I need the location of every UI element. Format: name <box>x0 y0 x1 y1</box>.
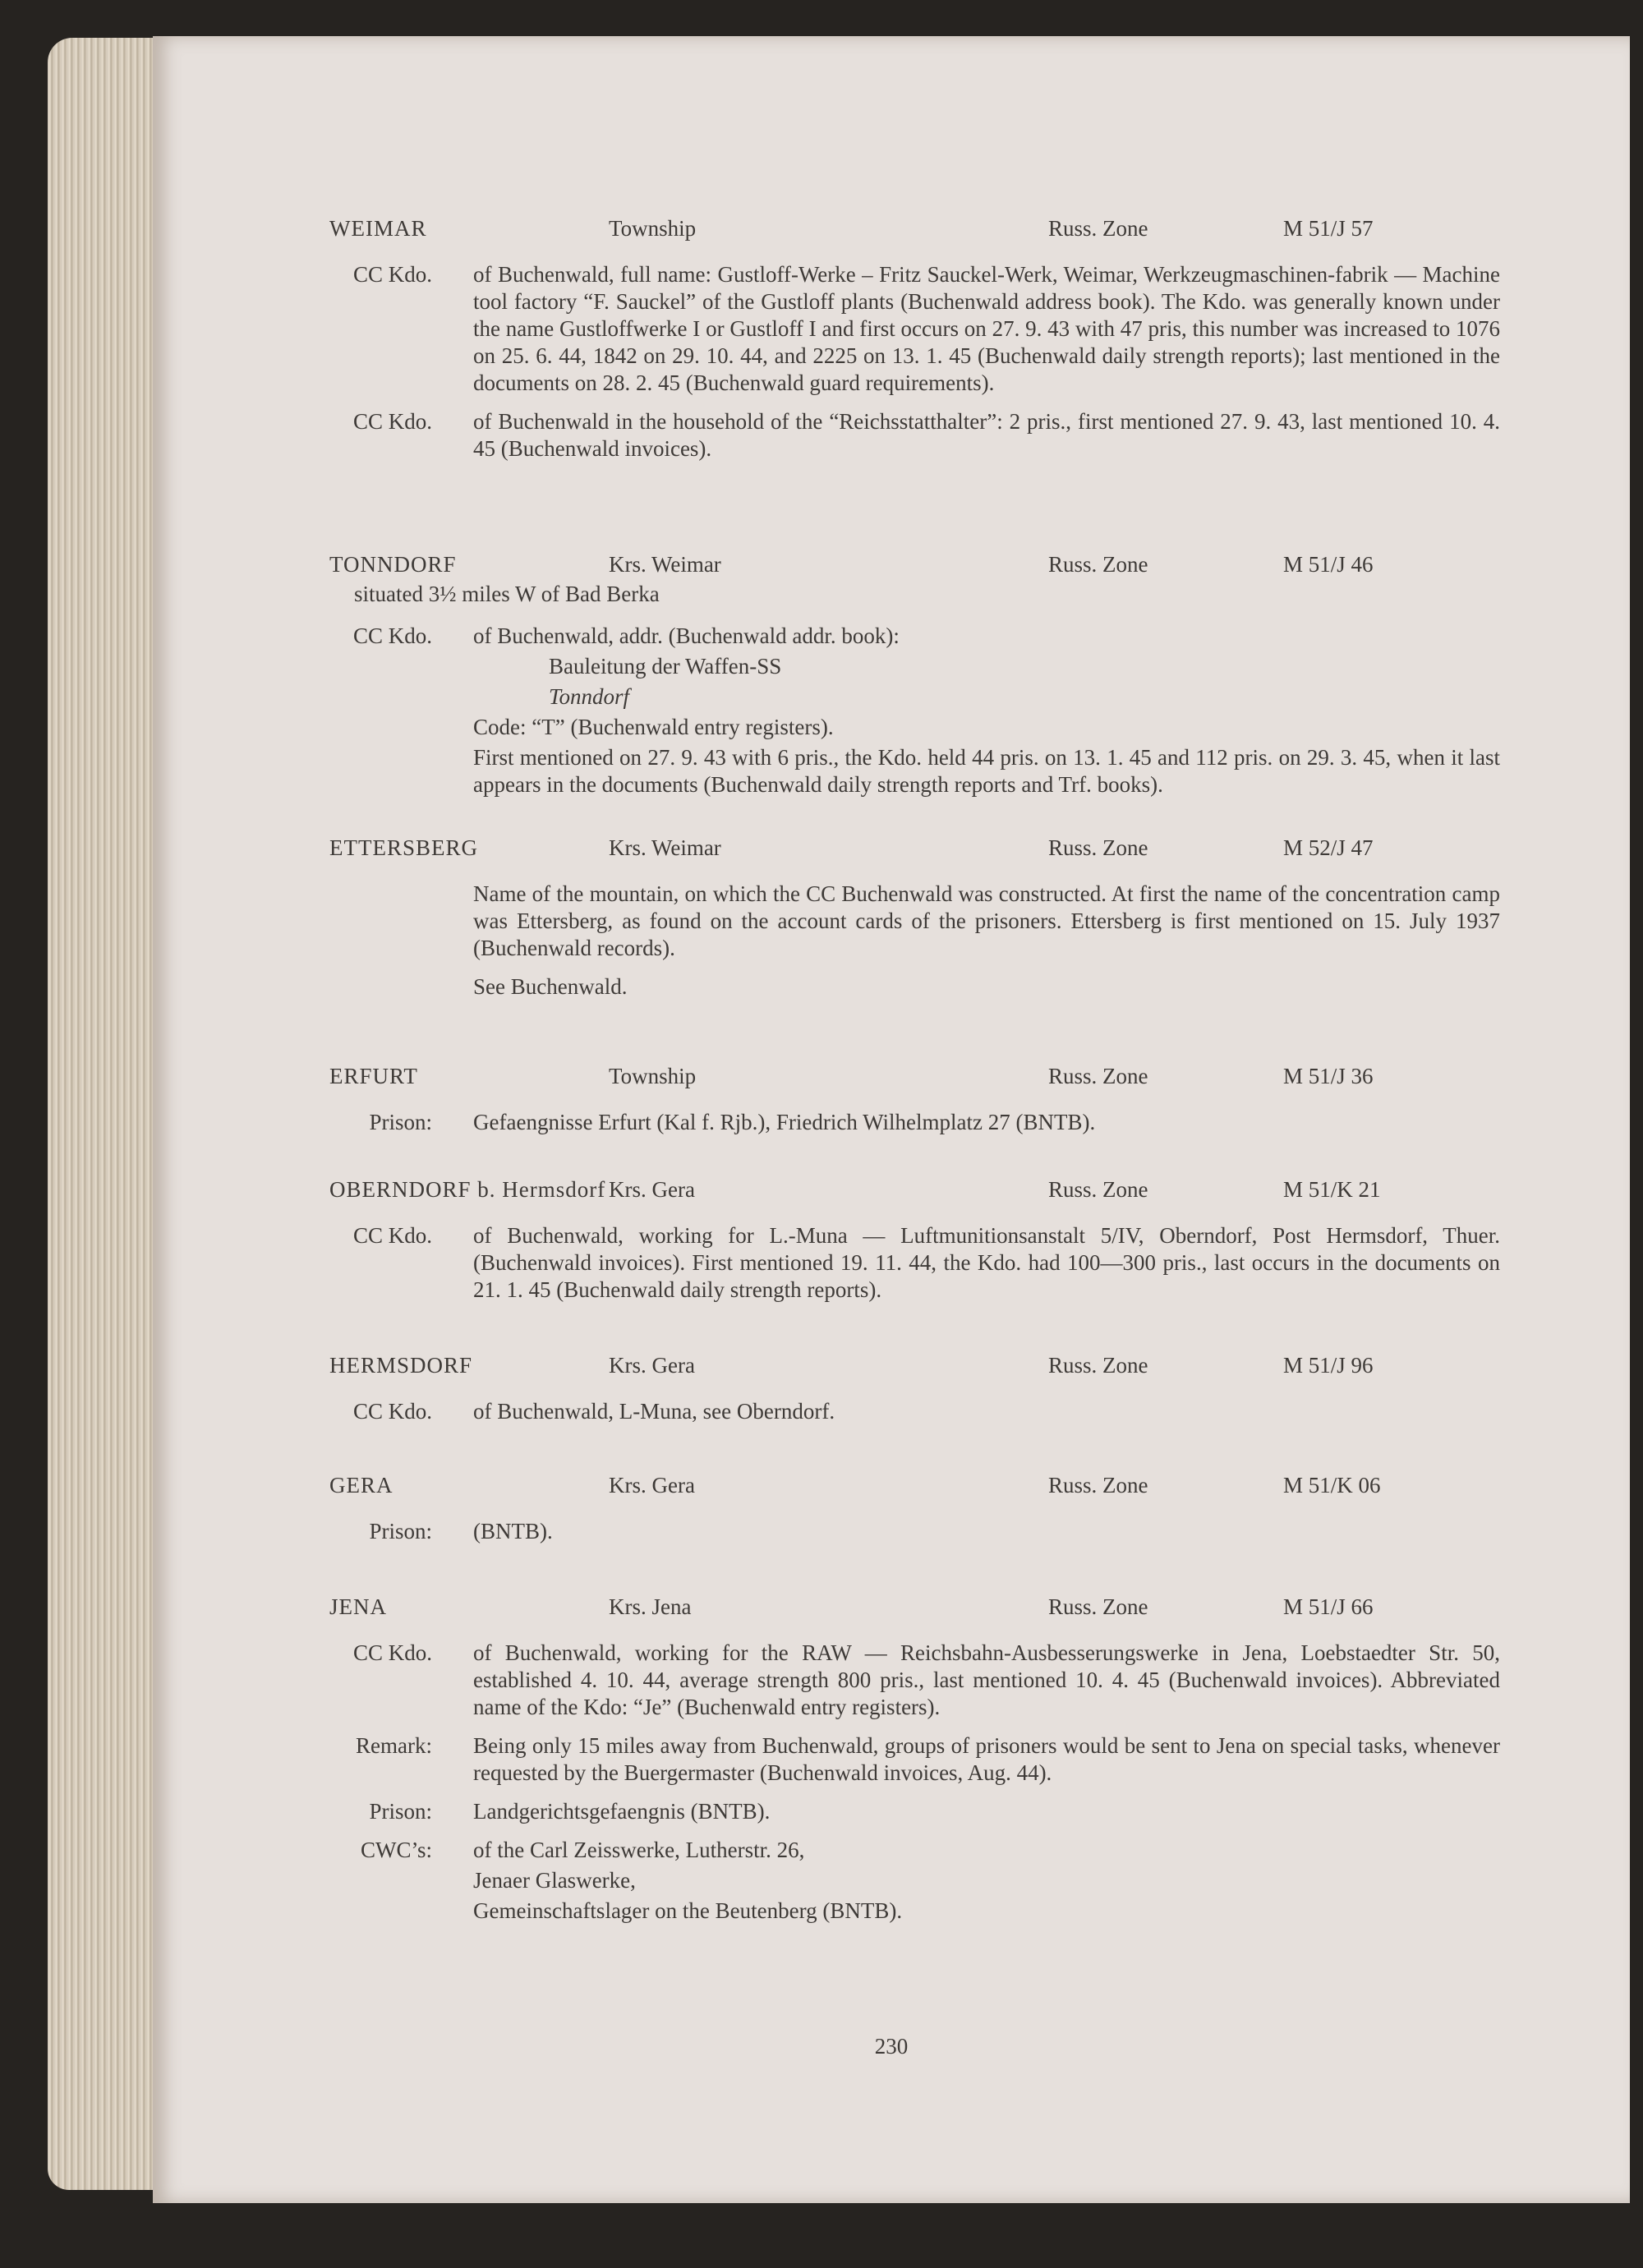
paragraph-text: of Buchenwald, L-Muna, see Oberndorf. <box>473 1399 835 1424</box>
paragraph-text: of Buchenwald, working for L.-Muna — Luftmunitionsanstalt 5/IV, Oberndorf, Post Hermsdorf, Thuer. (Buchenwald invoices). First mentioned 19. 11. 44, the Kdo. had 100—300 pris., last occurs in the documents on 21. 1. 45 (Buchenwald daily strength reports). <box>473 1223 1500 1302</box>
address-line: Tonndorf <box>549 684 630 709</box>
book-page <box>153 36 1630 2203</box>
paragraph-text: of Buchenwald, working for the RAW — Reichsbahn-Ausbesserungswerke in Jena, Loebstaedter Str. 50, established 4. 10. 44, average strength 800 pris., last mentioned 10. 4. 45 (Buchenwald invoices). Abbreviated name of the Kdo: “Je” (Buchenwald entry registers). <box>473 1640 1500 1719</box>
map-reference: M 51/J 57 <box>1283 216 1374 241</box>
paragraph-text: Jenaer Glaswerke, <box>473 1868 636 1893</box>
map-reference: M 52/J 47 <box>1283 835 1374 860</box>
entry-header <box>153 1176 1549 1206</box>
zone-name: Russ. Zone <box>1048 552 1148 577</box>
entry-paragraph <box>153 1837 1549 1925</box>
paragraph-body <box>473 1798 1500 1825</box>
zone-name: Russ. Zone <box>1048 1473 1148 1497</box>
place-name: OBERNDORF b. Hermsdorf <box>329 1177 606 1202</box>
paragraph-body <box>473 1222 1500 1304</box>
entry-header <box>153 1472 1549 1502</box>
district-name: Krs. Gera <box>609 1177 695 1202</box>
entry-paragraph <box>153 1109 1549 1136</box>
location-note: situated 3½ miles W of Bad Berka <box>354 582 660 606</box>
entry-header <box>153 1352 1549 1382</box>
page-content <box>153 36 1630 2203</box>
paragraph-label: CC Kdo. <box>352 409 432 434</box>
paragraph-body <box>473 261 1500 397</box>
entry-paragraph <box>153 261 1549 397</box>
gazetteer-entry <box>153 1352 1549 1428</box>
paragraph-text: See Buchenwald. <box>473 974 628 999</box>
entry-header <box>153 1594 1549 1623</box>
zone-name: Russ. Zone <box>1048 1353 1148 1378</box>
map-reference: M 51/J 46 <box>1283 552 1374 577</box>
district-name: Krs. Gera <box>609 1473 695 1497</box>
place-name: ETTERSBERG <box>329 835 479 860</box>
zone-name: Russ. Zone <box>1048 1594 1148 1619</box>
page-number: 230 <box>874 2034 909 2059</box>
paragraph-text: First mentioned on 27. 9. 43 with 6 pris., the Kdo. held 44 pris. on 13. 1. 45 and 112 pris. on 29. 3. 45, when it last appears in the documents (Buchenwald daily strength reports and Trf. books). <box>473 745 1500 797</box>
map-reference: M 51/J 36 <box>1283 1064 1374 1088</box>
entry-paragraph <box>153 408 1549 462</box>
paragraph-text: (BNTB). <box>473 1519 553 1543</box>
map-reference: M 51/J 96 <box>1283 1353 1374 1378</box>
entry-paragraph <box>153 881 1549 962</box>
paragraph-text: Code: “T” (Buchenwald entry registers). <box>473 715 834 739</box>
paragraph-text: Landgerichtsgefaengnis (BNTB). <box>473 1799 771 1824</box>
paragraph-label: CWC’s: <box>360 1838 432 1862</box>
zone-name: Russ. Zone <box>1048 1177 1148 1202</box>
paragraph-body <box>473 973 1500 1001</box>
paragraph-body <box>473 881 1500 962</box>
entry-header <box>153 551 1549 581</box>
paragraph-body <box>473 1518 1500 1545</box>
paragraph-label: CC Kdo. <box>352 623 432 648</box>
place-name: GERA <box>329 1473 393 1497</box>
paragraph-text: of the Carl Zeisswerke, Lutherstr. 26, <box>473 1838 805 1862</box>
paragraph-text: Gefaengnisse Erfurt (Kal f. Rjb.), Friedrich Wilhelmplatz 27 (BNTB). <box>473 1110 1096 1134</box>
entry-paragraph <box>153 973 1549 1001</box>
district-name: Krs. Gera <box>609 1353 695 1378</box>
entry-paragraph <box>153 1732 1549 1787</box>
gazetteer-entry <box>153 1176 1549 1307</box>
paragraph-text: Name of the mountain, on which the CC Buchenwald was constructed. At first the name of the concentration camp was Ettersberg, as found on the account cards of the prisoners. Ettersberg is first mentioned on 15. July 1937 (Buchenwald records). <box>473 881 1500 960</box>
entry-paragraph <box>153 1640 1549 1721</box>
entry-paragraph <box>153 1222 1549 1304</box>
entry-paragraph <box>153 1398 1549 1425</box>
gazetteer-entry <box>153 551 1549 802</box>
district-name: Krs. Weimar <box>609 835 721 860</box>
paragraph-body <box>473 1732 1500 1787</box>
paragraph-text: Gemeinschaftslager on the Beutenberg (BNTB). <box>473 1898 903 1923</box>
paragraph-text: of Buchenwald, full name: Gustloff-Werke – Fritz Sauckel-Werk, Weimar, Werkzeugmaschinen-fabrik — Machine tool factory “F. Sauckel” of the Gustloff plants (Buchenwald address book). The Kdo. was generally known under the name Gustloffwerke I or Gustloff I and first occurs on 27. 9. 43 with 47 pris, this number was increased to 1076 on 25. 6. 44, 1842 on 29. 10. 44, and 2225 on 13. 1. 45 (Buchenwald daily strength reports); last mentioned in the documents on 28. 2. 45 (Buchenwald guard requirements). <box>473 262 1500 395</box>
district-name: Krs. Weimar <box>609 552 721 577</box>
district-name: Township <box>609 1064 697 1088</box>
paragraph-label: Remark: <box>356 1733 432 1758</box>
gazetteer-entry <box>153 1594 1549 1928</box>
paragraph-body <box>473 1640 1500 1721</box>
entry-paragraph <box>153 1518 1549 1545</box>
place-name: WEIMAR <box>329 216 427 241</box>
address-line: Bauleitung der Waffen-SS <box>549 654 782 679</box>
place-name: JENA <box>329 1594 387 1619</box>
gazetteer-entry <box>153 1472 1549 1548</box>
paragraph-text: of Buchenwald in the household of the “Reichsstatthalter”: 2 pris., first mentioned 27. 9. 43, last mentioned 10. 4. 45 (Buchenwald invoices). <box>473 409 1500 461</box>
paragraph-body <box>473 408 1500 462</box>
paragraph-label: CC Kdo. <box>352 1640 432 1665</box>
entry-header <box>153 835 1549 864</box>
entry-paragraph <box>153 623 1549 798</box>
paragraph-body <box>473 1109 1500 1136</box>
zone-name: Russ. Zone <box>1048 1064 1148 1088</box>
place-name: ERFURT <box>329 1064 418 1088</box>
paragraph-body <box>473 623 1500 798</box>
district-name: Krs. Jena <box>609 1594 692 1619</box>
gazetteer-entry <box>153 215 1549 466</box>
paragraph-label: Prison: <box>369 1519 432 1543</box>
paragraph-text: Being only 15 miles away from Buchenwald, groups of prisoners would be sent to Jena on special tasks, whenever requested by the Buergermaster (Buchenwald invoices, Aug. 44). <box>473 1733 1500 1785</box>
gazetteer-entry <box>153 1063 1549 1139</box>
map-reference: M 51/K 06 <box>1283 1473 1381 1497</box>
place-name: HERMSDORF <box>329 1353 473 1378</box>
map-reference: M 51/K 21 <box>1283 1177 1381 1202</box>
paragraph-body <box>473 1837 1500 1925</box>
paragraph-label: CC Kdo. <box>352 262 432 287</box>
paragraph-label: Prison: <box>369 1110 432 1134</box>
paragraph-label: CC Kdo. <box>352 1223 432 1248</box>
gazetteer-entry <box>153 835 1549 1004</box>
entry-header <box>153 215 1549 245</box>
entry-header <box>153 1063 1549 1093</box>
zone-name: Russ. Zone <box>1048 835 1148 860</box>
paragraph-label: Prison: <box>369 1799 432 1824</box>
paragraph-body <box>473 1398 1500 1425</box>
map-reference: M 51/J 66 <box>1283 1594 1374 1619</box>
entry-paragraph <box>153 1798 1549 1825</box>
place-name: TONNDORF <box>329 552 457 577</box>
paragraph-text: of Buchenwald, addr. (Buchenwald addr. book): <box>473 623 900 648</box>
district-name: Township <box>609 216 697 241</box>
paragraph-label: CC Kdo. <box>352 1399 432 1424</box>
zone-name: Russ. Zone <box>1048 216 1148 241</box>
